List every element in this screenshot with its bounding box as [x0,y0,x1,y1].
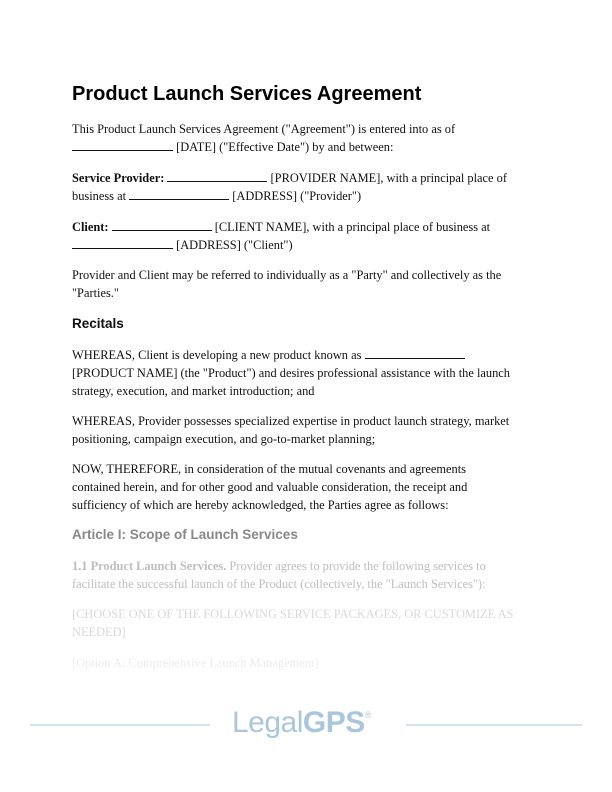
parties-paragraph [72,266,552,302]
product-name-blank [365,348,465,359]
intro-line-2 [72,138,552,156]
document-title: Product Launch Services Agreement [72,83,422,105]
provider-line-2b: [ADDRESS] ("Provider") [232,189,362,203]
provider-line-1-text: [PROVIDER NAME], with a principal place of [270,171,507,185]
section-1-1-line-1-text: Provider agrees to provide the following services to [229,559,486,573]
intro-line-2-text: [DATE] ("Effective Date") by and between: [176,140,394,154]
date-blank [72,140,173,151]
now-line-2: contained herein, and for other good and valuable consideration, the receipt and [72,480,468,494]
footer-divider-left [30,724,210,726]
section-1-1-paragraph [72,557,552,593]
client-label: Client: [72,220,109,234]
now-line-3: sufficiency of which are hereby acknowledged, the Parties agree as follows: [72,498,449,512]
choose-line-1: [CHOOSE ONE OF THE FOLLOWING SERVICE PACKAGES, OR CUSTOMIZE AS [72,607,514,621]
article-1-heading: Article I: Scope of Launch Services [72,527,298,542]
section-1-1-line-1 [72,557,552,575]
whereas-1-line-2: [PRODUCT NAME] (the "Product") and desires professional assistance with the launch [72,366,510,380]
client-line-1-text: [CLIENT NAME], with a principal place of business at [214,220,491,234]
whereas-1-line-1-text: WHEREAS, Client is developing a new product known as [72,348,362,362]
client-address-blank [72,238,173,249]
parties-line-1: Provider and Client may be referred to individually as a "Party" and collectively as the [72,268,502,282]
provider-paragraph [72,169,552,205]
logo-registered-mark: ® [364,710,371,720]
client-paragraph [72,218,552,254]
now-therefore-paragraph [72,460,552,514]
section-1-1-line-2: facilitate the successful launch of the Product (collectively, the "Launch Services"): [72,577,486,591]
parties-line-2: "Parties." [72,286,119,300]
provider-line-2a: business at [72,189,127,203]
client-line-2 [72,236,552,254]
now-line-1: NOW, THEREFORE, in consideration of the mutual covenants and agreements [72,462,467,476]
legalgps-logo [232,706,371,740]
whereas-2-paragraph [72,412,552,448]
whereas-2-line-2: positioning, campaign execution, and go-to-market planning; [72,432,376,446]
client-line-2-text: [ADDRESS] ("Client") [176,238,293,252]
choose-line-2: NEEDED] [72,625,126,639]
logo-gps-text: GPS [302,706,365,739]
recitals-heading: Recitals [72,316,124,331]
provider-address-blank [129,189,229,200]
provider-line-2 [72,187,552,205]
logo-legal-text: Legal [232,706,303,739]
whereas-1-paragraph [72,346,552,400]
footer-divider-right [406,724,582,726]
provider-label: Service Provider: [72,171,165,185]
provider-line-1 [72,169,552,187]
choose-paragraph [72,605,552,641]
client-name-blank [112,220,212,231]
client-line-1 [72,218,552,236]
section-1-1-label: 1.1 Product Launch Services. [72,559,227,573]
intro-paragraph [72,120,552,156]
whereas-2-line-1: WHEREAS, Provider possesses specialized expertise in product launch strategy, market [72,414,510,428]
option-a-line: [Option A: Comprehensive Launch Management] [72,656,319,670]
whereas-1-line-3: strategy, execution, and market introduction; and [72,384,315,398]
provider-name-blank [167,171,267,182]
intro-line-1: This Product Launch Services Agreement ("Agreement") is entered into as of [72,122,456,136]
whereas-1-line-1 [72,346,552,364]
